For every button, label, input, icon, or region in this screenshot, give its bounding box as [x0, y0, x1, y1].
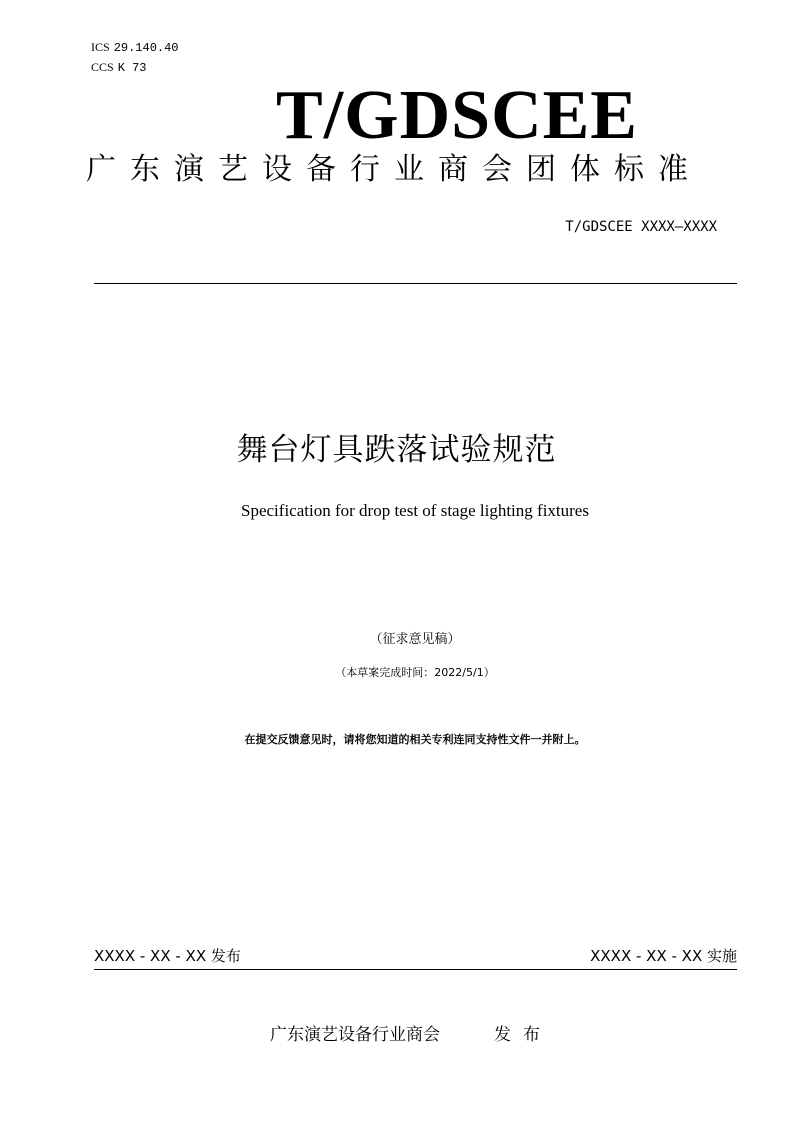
standard-logo: T/GDSCEE	[276, 77, 638, 154]
patent-notice: 在提交反馈意见时，请将您知道的相关专利连同支持性文件一并附上。	[244, 733, 586, 746]
document-title: 舞台灯具跌落试验规范	[236, 432, 557, 468]
publish-word: 发布	[494, 1025, 552, 1045]
footer-divider	[94, 969, 737, 970]
ics-label: ICS	[91, 40, 110, 54]
ccs-label: CCS	[91, 60, 114, 74]
release-date: XXXX - XX - XX 发布	[94, 947, 241, 965]
document-title-english: Specification for drop test of stage lighting fixtures	[241, 501, 589, 520]
ccs-value: K 73	[117, 61, 147, 75]
ics-value: 29.140.40	[113, 41, 179, 55]
implement-date: XXXX - XX - XX 实施	[590, 947, 737, 965]
draft-completion-date: （本草案完成时间：2022/5/1）	[335, 666, 495, 679]
header-divider	[94, 283, 737, 284]
ccs-code	[91, 60, 147, 75]
draft-status: （征求意见稿）	[369, 632, 461, 647]
standard-number: T/GDSCEE XXXX—XXXX	[565, 219, 717, 235]
organization-title: 广东演艺设备行业商会团体标准	[86, 152, 702, 187]
publisher-name: 广东演艺设备行业商会	[270, 1025, 440, 1045]
ics-code	[91, 40, 179, 55]
